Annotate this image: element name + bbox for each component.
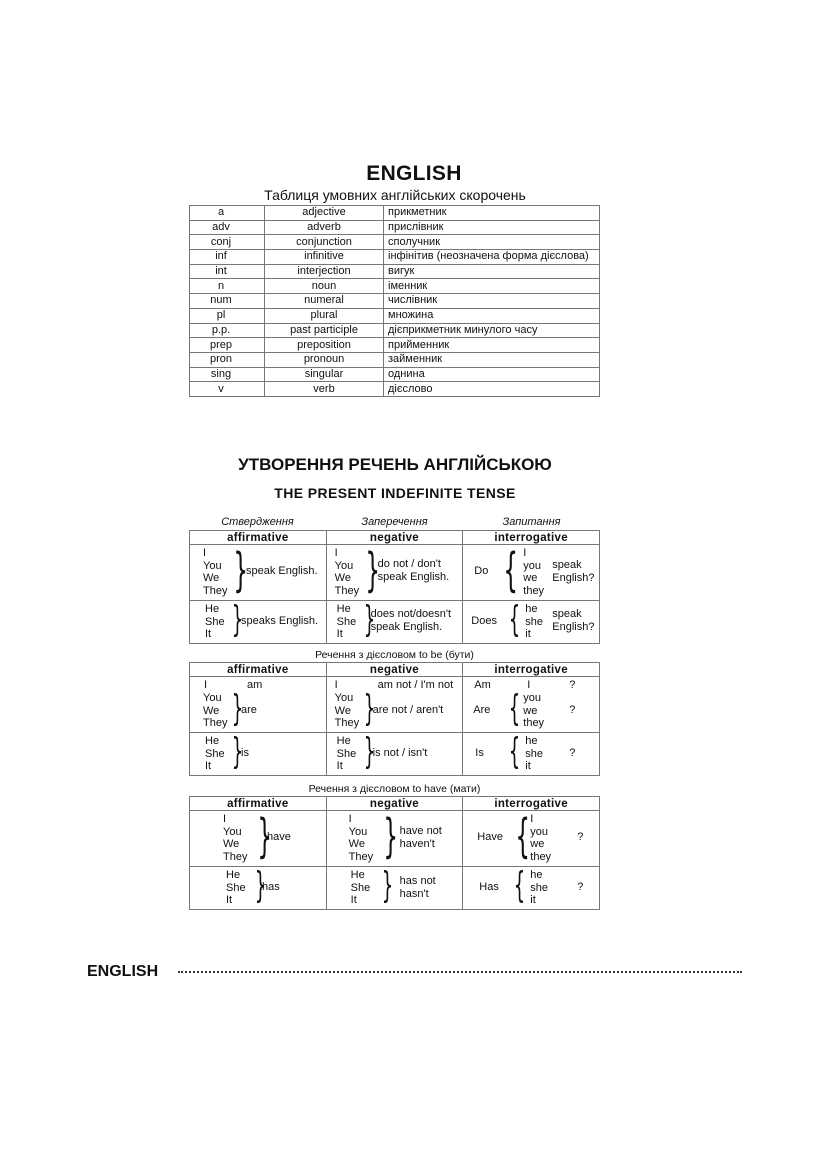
- pronoun-list: He She It: [226, 869, 246, 906]
- page-title: ENGLISH: [366, 162, 462, 185]
- right-brace-icon: }: [381, 865, 393, 906]
- footer-label: ENGLISH: [87, 963, 159, 980]
- english-term-cell: infinitive: [265, 250, 384, 265]
- english-term-cell: plural: [265, 308, 384, 323]
- abbreviation-cell: conj: [190, 235, 265, 250]
- question-aux: Have: [477, 831, 503, 843]
- italic-labels: [189, 516, 600, 528]
- pronoun-list: I You We They: [223, 813, 248, 863]
- english-term-cell: noun: [265, 279, 384, 294]
- right-brace-icon: }: [231, 731, 244, 772]
- right-brace-icon: }: [254, 865, 267, 906]
- section-heading: УТВОРЕННЯ РЕЧЕНЬ АНГЛІЙСЬКОЮ: [238, 455, 552, 474]
- ukrainian-term-cell: прийменник: [384, 338, 600, 353]
- table-row: [190, 220, 600, 235]
- ukrainian-term-cell: дієслово: [384, 382, 600, 397]
- ukrainian-term-cell: займенник: [384, 352, 600, 367]
- pronoun-list: He She It: [336, 603, 357, 640]
- english-term-cell: pronoun: [265, 352, 384, 367]
- affirmative-text: am: [247, 679, 263, 691]
- question-aux: Am: [474, 679, 491, 691]
- abbreviation-cell: adv: [190, 220, 265, 235]
- english-term-cell: interjection: [265, 264, 384, 279]
- question-pronouns: I you we they: [523, 547, 545, 597]
- right-brace-icon: }: [363, 731, 375, 772]
- table-row: [190, 264, 600, 279]
- affirmative-text: speak English.: [246, 565, 318, 577]
- negative-text: is not / isn't: [372, 747, 428, 759]
- table-row: [190, 323, 600, 338]
- col-interrogative: interrogative: [463, 797, 600, 811]
- ukrainian-term-cell: сполучник: [384, 235, 600, 250]
- negative-text: are not / aren't: [372, 704, 444, 716]
- col-negative: negative: [326, 531, 463, 545]
- question-pronouns: I you we they: [530, 813, 552, 863]
- right-brace-icon: }: [363, 599, 375, 640]
- negative-text: has not hasn't: [399, 875, 436, 900]
- question-pronouns: he she it: [525, 603, 544, 640]
- tense-heading: THE PRESENT INDEFINITE TENSE: [274, 485, 516, 501]
- question-pronoun: I: [527, 679, 531, 691]
- col-affirmative: affirmative: [190, 663, 327, 677]
- label-affirmative-ua: Ствердження: [221, 516, 294, 528]
- question-mark: ?: [577, 831, 584, 843]
- col-negative: negative: [326, 663, 463, 677]
- question-pronouns: he she it: [525, 735, 544, 772]
- question-mark: ?: [569, 747, 576, 759]
- col-interrogative: interrogative: [463, 531, 600, 545]
- table-row: [190, 308, 600, 323]
- abbreviation-cell: sing: [190, 367, 265, 382]
- abbreviation-cell: inf: [190, 250, 265, 265]
- ukrainian-term-cell: множина: [384, 308, 600, 323]
- left-brace-icon: {: [508, 731, 521, 772]
- to-have-caption: Речення з дієсловом to have (мати): [308, 783, 481, 795]
- abbreviation-cell: v: [190, 382, 265, 397]
- abbreviation-cell: pron: [190, 352, 265, 367]
- english-term-cell: preposition: [265, 338, 384, 353]
- ukrainian-term-cell: числівник: [384, 294, 600, 309]
- pronoun-list: You We They: [203, 692, 228, 729]
- right-brace-icon: }: [233, 543, 248, 597]
- footer-dotted-rule: [178, 971, 742, 973]
- table-row: [190, 235, 600, 250]
- to-have-table: [189, 796, 600, 910]
- pronoun-list: I You We They: [203, 547, 228, 597]
- pronoun-i: I: [334, 679, 338, 691]
- question-pronouns: he she it: [530, 869, 549, 906]
- affirmative-text: is: [241, 747, 249, 759]
- affirmative-text: has: [262, 881, 280, 893]
- affirmative-text: have: [267, 831, 291, 843]
- english-term-cell: conjunction: [265, 235, 384, 250]
- col-interrogative: interrogative: [463, 663, 600, 677]
- abbreviation-cell: int: [190, 264, 265, 279]
- col-negative: negative: [326, 797, 463, 811]
- negative-text: have not haven't: [399, 825, 442, 850]
- negative-text: does not/doesn't speak English.: [370, 608, 452, 633]
- abbreviation-cell: p.p.: [190, 323, 265, 338]
- english-term-cell: verb: [265, 382, 384, 397]
- table-row: [190, 367, 600, 382]
- negative-text: am not / I'm not: [377, 679, 454, 691]
- question-aux: Has: [479, 881, 499, 893]
- left-brace-icon: {: [508, 599, 521, 640]
- affirmative-text: speaks English.: [241, 615, 319, 627]
- right-brace-icon: }: [231, 688, 244, 729]
- left-brace-icon: {: [515, 809, 531, 863]
- left-brace-icon: {: [508, 688, 521, 729]
- label-interrogative-ua: Запитання: [502, 516, 561, 528]
- table-row: [190, 352, 600, 367]
- right-brace-icon: }: [257, 809, 272, 863]
- ukrainian-term-cell: інфінітив (неозначена форма дієслова): [384, 250, 600, 265]
- english-term-cell: adjective: [265, 206, 384, 221]
- to-be-table: [189, 662, 600, 776]
- question-mark: ?: [577, 881, 584, 893]
- question-tail: speak English?: [552, 608, 595, 633]
- left-brace-icon: {: [513, 865, 526, 906]
- table-row: [190, 294, 600, 309]
- pronoun-list: He She It: [205, 603, 225, 640]
- left-brace-icon: {: [503, 543, 519, 597]
- negative-text: do not / don't speak English.: [377, 558, 450, 583]
- right-brace-icon: }: [364, 543, 380, 597]
- affirmative-text: are: [241, 704, 257, 716]
- english-term-cell: past participle: [265, 323, 384, 338]
- right-brace-icon: }: [363, 688, 375, 729]
- table-row: [190, 250, 600, 265]
- question-pronouns: you we they: [523, 692, 545, 729]
- present-indefinite-table: [189, 530, 600, 644]
- english-term-cell: numeral: [265, 294, 384, 309]
- table-row: [190, 279, 600, 294]
- pronoun-list: I You We They: [348, 813, 374, 863]
- abbreviations-subtitle: Таблиця умовних англійських скорочень: [264, 187, 526, 203]
- pronoun-list: You We They: [334, 692, 360, 729]
- table-row: [190, 382, 600, 397]
- ukrainian-term-cell: дієприкметник минулого часу: [384, 323, 600, 338]
- question-tail: speak English?: [552, 559, 595, 584]
- ukrainian-term-cell: прикметник: [384, 206, 600, 221]
- question-aux: Does: [471, 615, 497, 627]
- table-row: [190, 206, 600, 221]
- abbreviation-cell: a: [190, 206, 265, 221]
- ukrainian-term-cell: вигук: [384, 264, 600, 279]
- question-aux: Is: [475, 747, 484, 759]
- col-affirmative: affirmative: [190, 797, 327, 811]
- pronoun-i: I: [204, 679, 208, 691]
- question-aux: Do: [474, 565, 489, 577]
- english-term-cell: adverb: [265, 220, 384, 235]
- to-be-caption: Речення з дієсловом to be (бути): [315, 649, 474, 661]
- abbreviation-cell: num: [190, 294, 265, 309]
- pronoun-list: I You We They: [334, 547, 360, 597]
- question-mark: ?: [569, 679, 576, 691]
- right-brace-icon: }: [231, 599, 244, 640]
- abbreviations-table: [189, 205, 600, 397]
- question-mark: ?: [569, 704, 576, 716]
- ukrainian-term-cell: однина: [384, 367, 600, 382]
- abbreviation-cell: pl: [190, 308, 265, 323]
- label-negative-ua: Заперечення: [361, 516, 428, 528]
- pronoun-list: He She It: [205, 735, 225, 772]
- col-affirmative: affirmative: [190, 531, 327, 545]
- ukrainian-term-cell: прислівник: [384, 220, 600, 235]
- english-term-cell: singular: [265, 367, 384, 382]
- pronoun-list: He She It: [350, 869, 371, 906]
- abbreviation-cell: n: [190, 279, 265, 294]
- table-row: [190, 338, 600, 353]
- abbreviation-cell: prep: [190, 338, 265, 353]
- pronoun-list: He She It: [336, 735, 357, 772]
- question-aux: Are: [473, 704, 491, 716]
- right-brace-icon: }: [382, 809, 398, 863]
- ukrainian-term-cell: іменник: [384, 279, 600, 294]
